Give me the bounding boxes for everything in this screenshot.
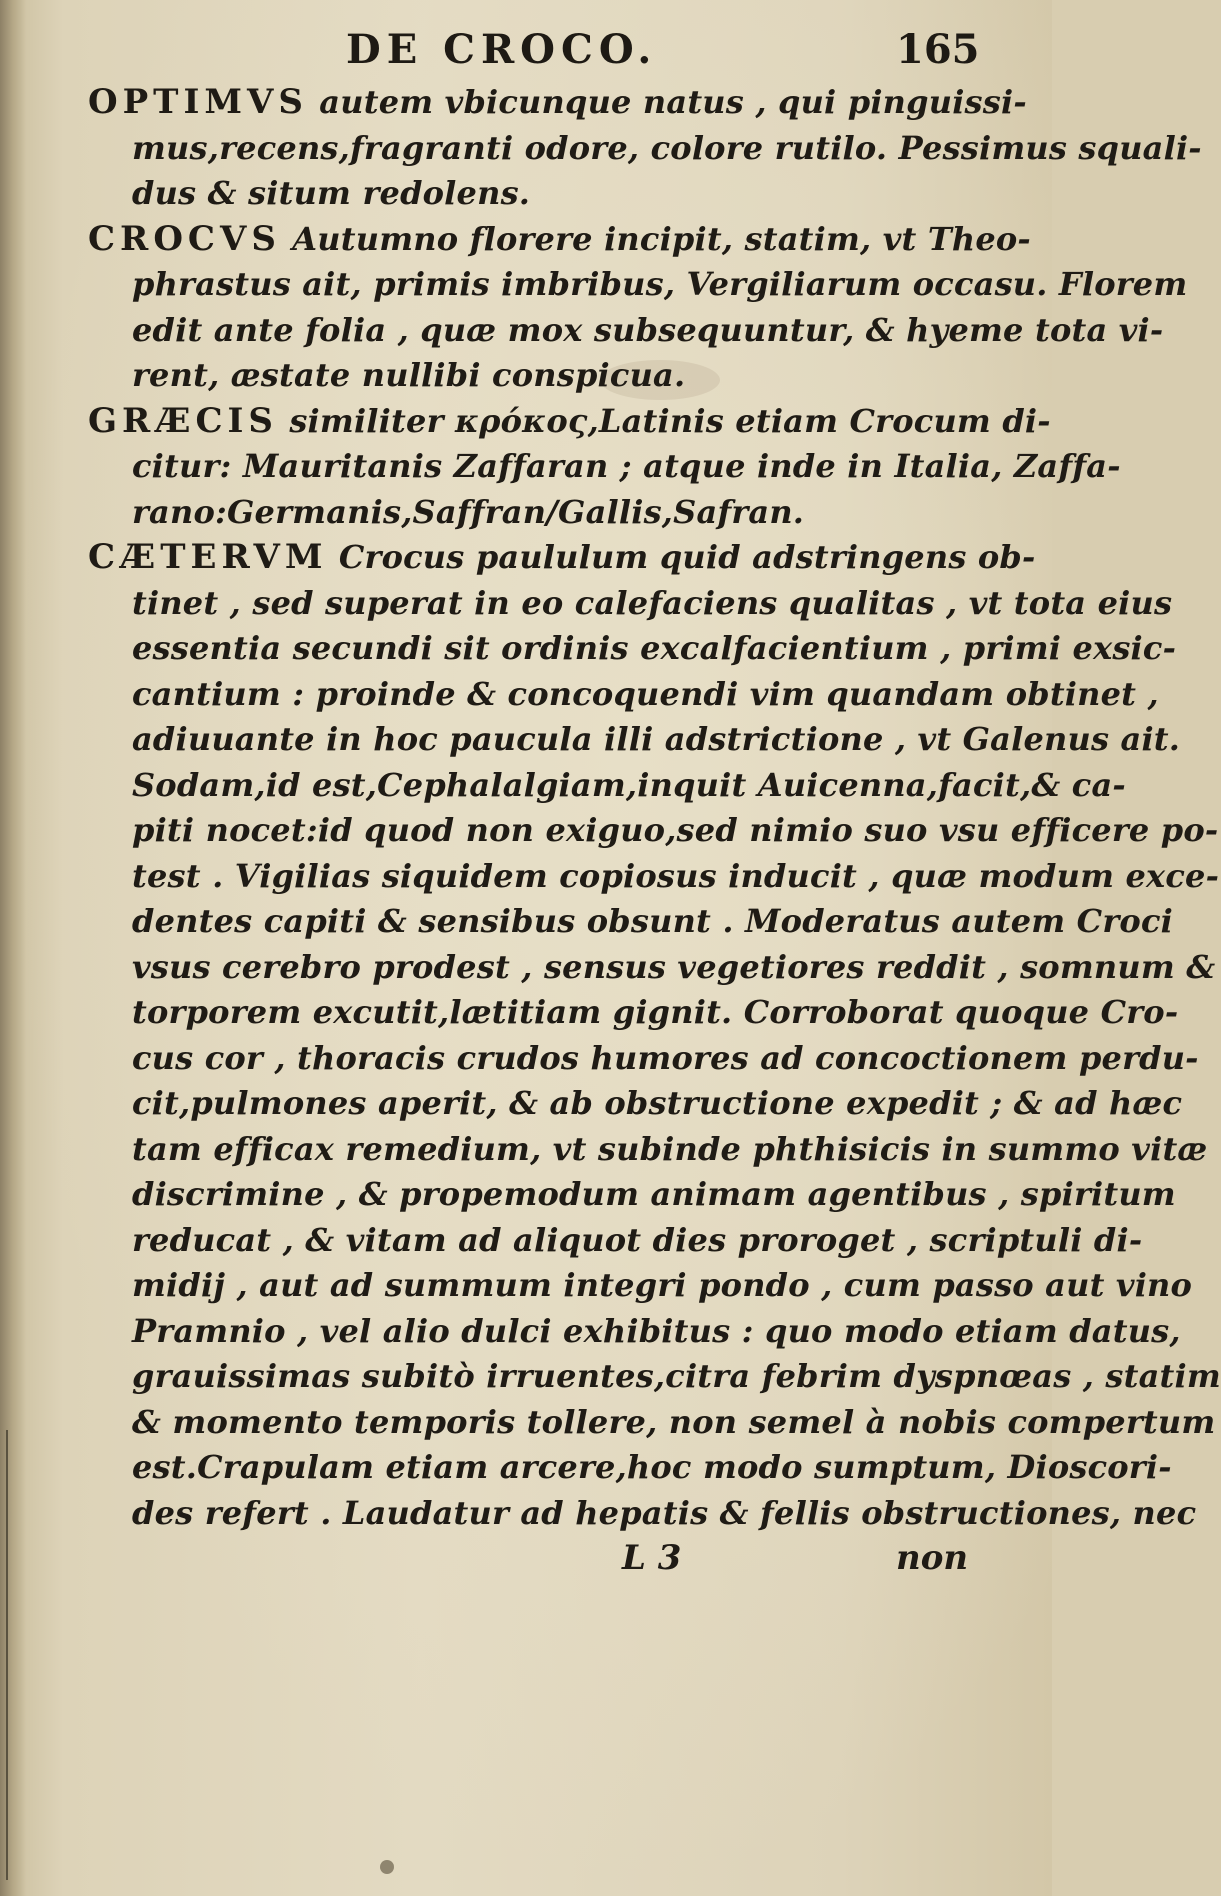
- text-line: [88, 1445, 1172, 1491]
- paragraph-lead-word: OPTIMVS: [88, 82, 308, 122]
- line-text: Pramnio , vel alio dulci exhibitus : quo modo etiam datus,: [132, 1311, 1181, 1350]
- line-text: discrimine , & propemodum animam agentibus , spiritum: [132, 1175, 1176, 1213]
- text-line: [88, 171, 988, 217]
- binding-gutter: [0, 0, 26, 1896]
- line-text: reducat , & vitam ad aliquot dies proroget , scriptuli di-: [132, 1220, 1143, 1259]
- text-line: [88, 262, 1188, 308]
- line-text: adiuuante in hoc paucula illi adstrictione , vt Galenus ait.: [132, 720, 1181, 758]
- text-line: [88, 444, 1121, 490]
- line-text: Crocus paululum quid adstringens ob-: [327, 538, 1036, 576]
- text-line: [88, 626, 1177, 672]
- line-text: des refert . Laudatur ad hepatis & fellis obstructiones, nec: [132, 1493, 1197, 1532]
- text-line: [88, 126, 1202, 172]
- paragraph-start-line: [88, 535, 1036, 581]
- line-text: mus,recens,fragranti odore, colore rutilo. Pessimus squali-: [132, 128, 1202, 167]
- line-text: rent, æstate nullibi conspicua.: [132, 356, 686, 394]
- signature-mark: L 3: [622, 1538, 682, 1578]
- line-text: & momento temporis tollere, non semel à nobis compertum: [132, 1402, 1216, 1441]
- line-text: autem vbicunque natus , qui pinguissi-: [307, 83, 1027, 121]
- text-line: [88, 1309, 1181, 1355]
- line-text: cantium : proinde & concoquendi vim quandam obtinet ,: [132, 674, 1159, 713]
- text-line: [88, 1036, 1199, 1082]
- text-line: [88, 490, 988, 536]
- page-header: [0, 26, 1052, 73]
- text-line: [88, 1218, 1143, 1264]
- text-line: [88, 581, 1173, 627]
- line-text: citur: Mauritanis Zaffaran ; atque inde in Italia, Zaffa-: [132, 447, 1121, 485]
- text-line: [88, 1263, 1193, 1309]
- paragraph-start-line: [88, 217, 1031, 263]
- catchword: non: [896, 1538, 969, 1578]
- text-line: [88, 672, 1159, 718]
- line-text: cit,pulmones aperit, & ab obstructione expedit ; & ad hæc: [132, 1084, 1183, 1122]
- line-text: Sodam,id est,Cephalalgiam,inquit Auicenna,facit,& ca-: [132, 765, 1126, 804]
- paragraph-lead-word: GRÆCIS: [88, 400, 278, 441]
- line-text: similiter κρόκος,Latinis etiam Crocum di-: [277, 401, 1051, 440]
- running-title: DE CROCO.: [346, 26, 658, 73]
- paragraph-lead-word: CÆTERVM: [88, 537, 328, 577]
- text-line: [88, 1491, 1197, 1537]
- page-number: 165: [896, 26, 980, 73]
- text-line: [88, 308, 1164, 354]
- line-text: tam efficax remedium, vt subinde phthisicis in summo vitæ: [132, 1129, 1208, 1168]
- text-line: [88, 1127, 1208, 1173]
- text-lines: [88, 80, 1221, 1536]
- text-line: [88, 1354, 1221, 1400]
- line-text: phrastus ait, primis imbribus, Vergiliarum occasu. Florem: [132, 265, 1188, 303]
- line-text: dentes capiti & sensibus obsunt . Moderatus autem Croci: [132, 902, 1173, 940]
- line-text: dus & situm redolens.: [132, 174, 531, 212]
- paragraph-lead-word: CROCVS: [88, 218, 281, 259]
- line-text: tinet , sed superat in eo calefaciens qualitas , vt tota eius: [132, 583, 1173, 622]
- gutter-edge-marks: [6, 1430, 14, 1880]
- line-text: grauissimas subitò irruentes,citra febrim dyspnœas , statim: [132, 1357, 1221, 1395]
- text-line: [88, 1081, 1183, 1127]
- body-text: [88, 80, 1221, 1870]
- line-text: rano:Germanis,Saffran/Gallis,Safran.: [132, 492, 805, 531]
- text-line: [88, 854, 1220, 900]
- text-line: [88, 899, 1173, 945]
- line-text: cus cor , thoracis crudos humores ad concoctionem perdu-: [132, 1038, 1199, 1077]
- line-text: midij , aut ad summum integri pondo , cum passo aut vino: [132, 1266, 1193, 1304]
- text-line: [88, 717, 1181, 763]
- line-text: edit ante folia , quæ mox subsequuntur, & hyeme tota vi-: [132, 310, 1164, 349]
- paragraph-start-line: [88, 399, 1051, 445]
- line-text: essentia secundi sit ordinis excalfacientium , primi exsic-: [132, 629, 1177, 667]
- text-line: [88, 1172, 1176, 1218]
- line-text: Autumno florere incipit, statim, vt Theo-: [280, 219, 1031, 258]
- text-line: [88, 808, 1219, 854]
- text-line: [88, 990, 1179, 1036]
- line-text: piti nocet:id quod non exiguo,sed nimio suo vsu efficere po-: [132, 811, 1219, 849]
- text-line: [88, 1400, 1216, 1446]
- text-line: [88, 353, 988, 399]
- paragraph-start-line: [88, 80, 1027, 126]
- line-text: test . Vigilias siquidem copiosus inducit , quæ modum exce-: [132, 856, 1220, 895]
- text-line: [88, 763, 1126, 809]
- line-text: est.Crapulam etiam arcere,hoc modo sumptum, Dioscori-: [132, 1448, 1172, 1486]
- line-text: vsus cerebro prodest , sensus vegetiores reddit , somnum &: [132, 947, 1216, 986]
- footer-row: [88, 1536, 988, 1582]
- line-text: torporem excutit,lætitiam gignit. Corroborat quoque Cro-: [132, 993, 1179, 1031]
- text-line: [88, 945, 1216, 991]
